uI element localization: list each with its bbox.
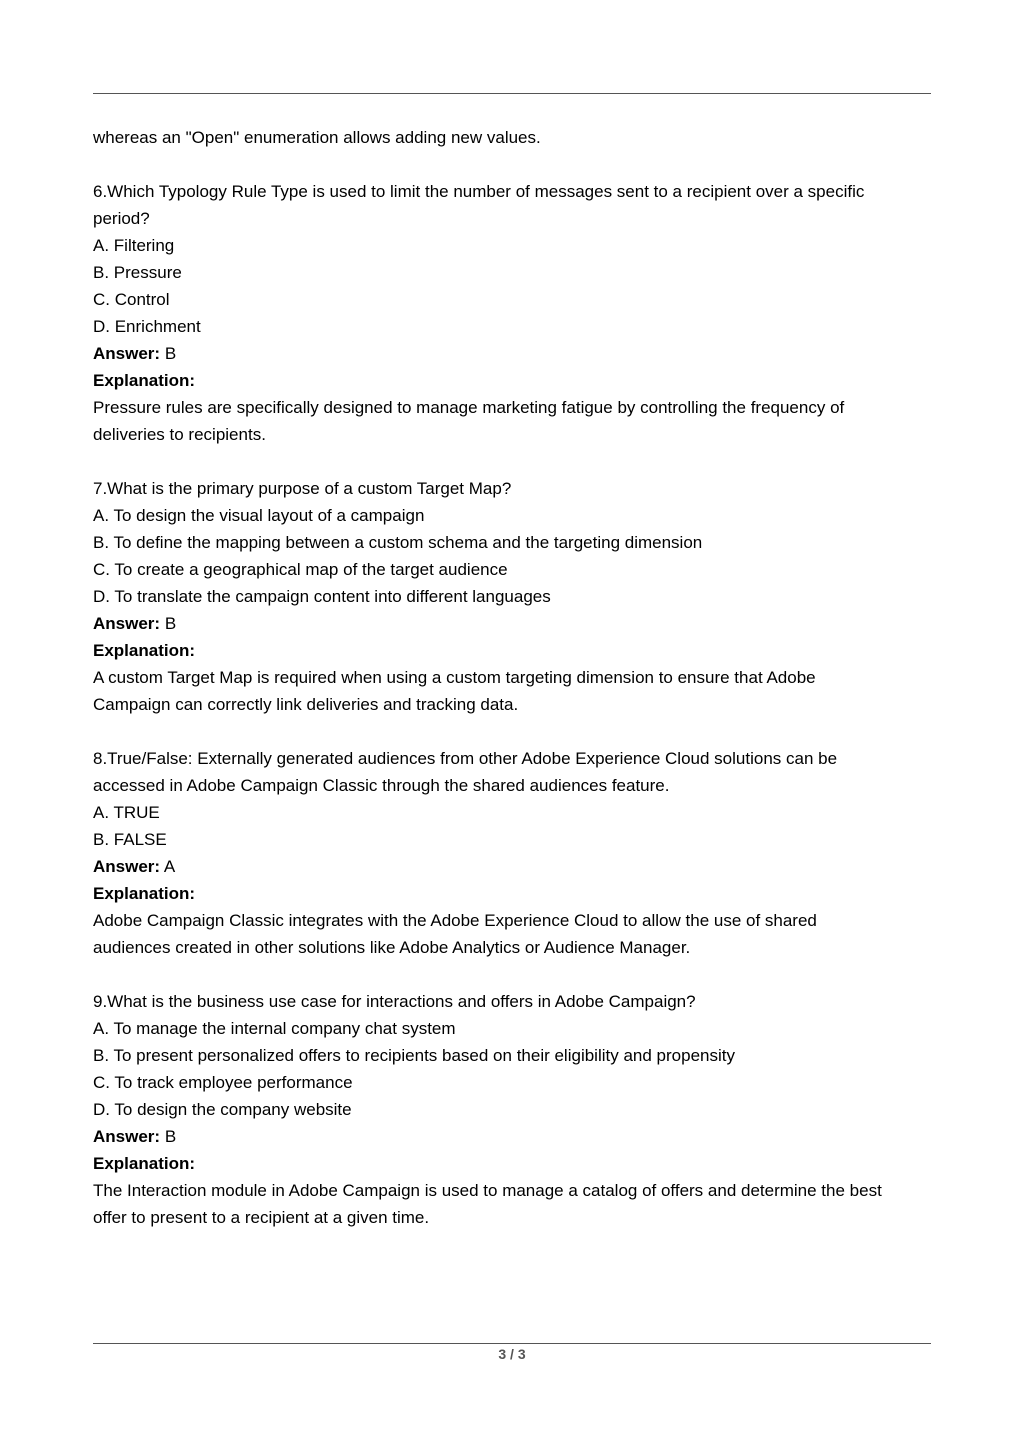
question-block-7: [93, 475, 935, 718]
explanation-label: Explanation:: [93, 641, 196, 660]
header-divider: [93, 93, 931, 94]
option: D. To design the company website: [93, 1100, 352, 1119]
option: B. To define the mapping between a custom schema and the targeting dimension: [93, 533, 703, 552]
option: C. Control: [93, 290, 170, 309]
answer-label: Answer:: [93, 614, 161, 633]
explanation-label: Explanation:: [93, 1154, 196, 1173]
explanation-text: The Interaction module in Adobe Campaign is used to manage a catalog of offers and determine the best: [93, 1181, 882, 1200]
option: C. To create a geographical map of the target audience: [93, 560, 508, 579]
option: B. To present personalized offers to recipients based on their eligibility and propensity: [93, 1046, 735, 1065]
footer-divider: [93, 1343, 931, 1344]
question-text: 8.True/False: Externally generated audiences from other Adobe Experience Cloud solutions can be: [93, 749, 838, 768]
explanation-text: audiences created in other solutions like Adobe Analytics or Audience Manager.: [93, 938, 691, 957]
explanation-label: Explanation:: [93, 884, 196, 903]
answer-value: B: [164, 614, 177, 633]
answer-line: [93, 340, 935, 367]
question-text: 6.Which Typology Rule Type is used to limit the number of messages sent to a recipient over a specific: [93, 182, 865, 201]
explanation-text: Pressure rules are specifically designed to manage marketing fatigue by controlling the frequency of: [93, 398, 845, 417]
option: A. To design the visual layout of a campaign: [93, 506, 425, 525]
page-indicator: 3 / 3: [498, 1346, 526, 1362]
question-block-8: [93, 745, 935, 961]
answer-value: B: [164, 344, 177, 363]
continuation-text: whereas an "Open" enumeration allows adding new values.: [93, 128, 541, 147]
option: B. Pressure: [93, 263, 182, 282]
option: A. Filtering: [93, 236, 175, 255]
option: D. Enrichment: [93, 317, 201, 336]
answer-value: B: [164, 1127, 177, 1146]
option: D. To translate the campaign content into different languages: [93, 587, 551, 606]
option: A. To manage the internal company chat system: [93, 1019, 456, 1038]
explanation-text: offer to present to a recipient at a given time.: [93, 1208, 430, 1227]
explanation-label: Explanation:: [93, 371, 196, 390]
answer-line: [93, 610, 935, 637]
question-block-6: [93, 178, 935, 448]
answer-value: A: [163, 857, 176, 876]
answer-label: Answer:: [93, 857, 161, 876]
answer-line: [93, 853, 935, 880]
explanation-text: A custom Target Map is required when using a custom targeting dimension to ensure that Adobe: [93, 668, 816, 687]
question-text: period?: [93, 209, 150, 228]
option: A. TRUE: [93, 803, 160, 822]
question-block-9: [93, 988, 935, 1231]
explanation-text: Campaign can correctly link deliveries and tracking data.: [93, 695, 519, 714]
explanation-text: deliveries to recipients.: [93, 425, 266, 444]
question-text: 7.What is the primary purpose of a custom Target Map?: [93, 479, 512, 498]
answer-label: Answer:: [93, 344, 161, 363]
option: B. FALSE: [93, 830, 167, 849]
document-body: [93, 124, 935, 1231]
explanation-text: Adobe Campaign Classic integrates with the Adobe Experience Cloud to allow the use of shared: [93, 911, 817, 930]
option: C. To track employee performance: [93, 1073, 353, 1092]
question-text: 9.What is the business use case for interactions and offers in Adobe Campaign?: [93, 992, 696, 1011]
question-text: accessed in Adobe Campaign Classic through the shared audiences feature.: [93, 776, 670, 795]
answer-line: [93, 1123, 935, 1150]
answer-label: Answer:: [93, 1127, 161, 1146]
